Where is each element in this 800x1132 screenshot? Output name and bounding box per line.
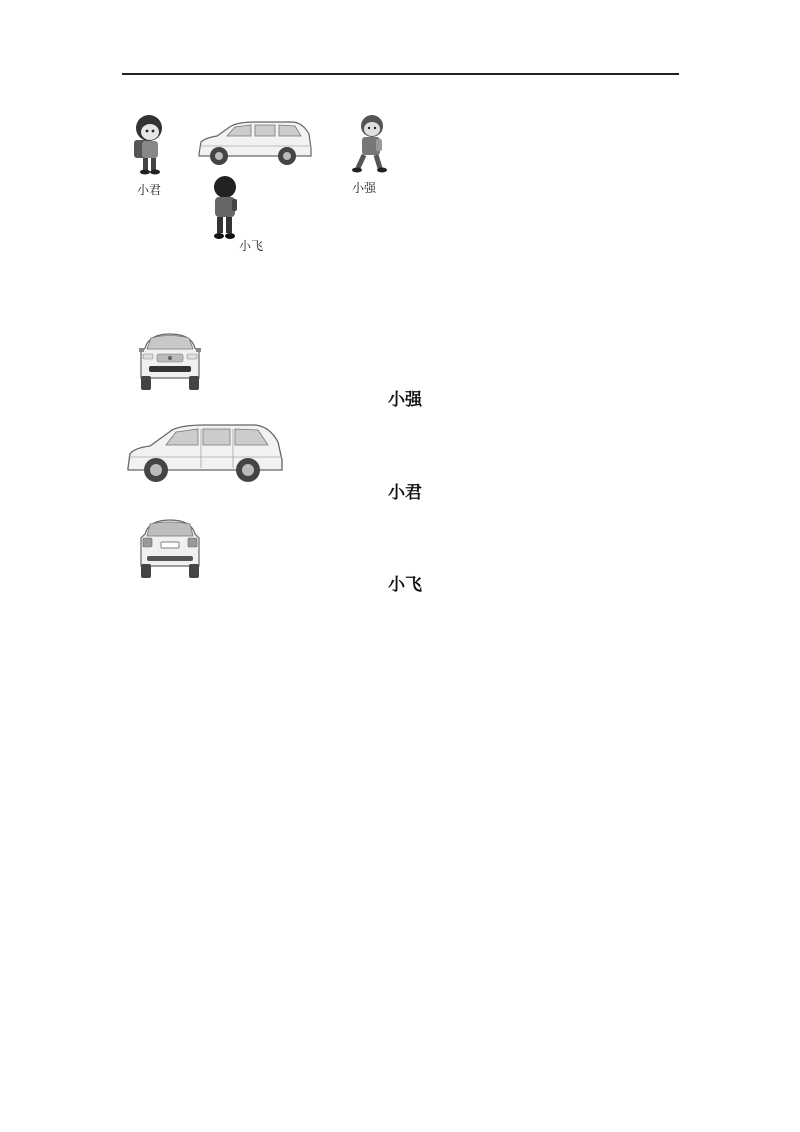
answer-side-view: 小君 [388,483,422,503]
boy-walking-icon [350,114,390,174]
child-label-xiaojun: 小君 [137,183,162,197]
suv-front-view-icon [135,330,205,392]
top-rule [122,73,679,75]
child-label-xiaofei: 小飞 [239,239,264,253]
boy-back-view-icon [205,175,241,243]
answer-front-view: 小强 [388,390,422,410]
boy-with-backpack-icon [128,114,170,176]
suv-side-view-icon [195,118,315,168]
answer-rear-view: 小飞 [388,575,422,595]
suv-rear-view-icon [135,516,205,580]
suv-side-view-icon-large [124,420,286,486]
child-label-xiaoqiang: 小强 [352,181,377,195]
